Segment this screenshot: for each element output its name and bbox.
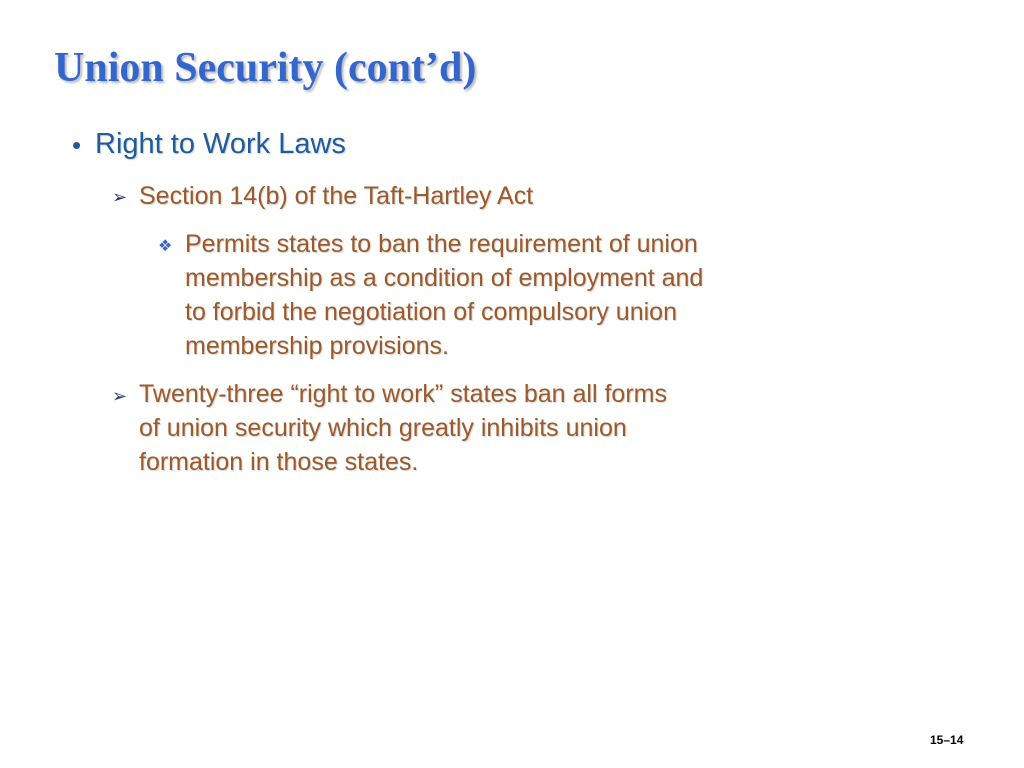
bullet-right-to-work-laws: Right to Work Laws [95, 128, 346, 160]
page-number: 15–14 [930, 733, 964, 747]
arrow-bullet-icon: ➢ [112, 187, 128, 207]
slide-title: Union Security (cont’d) [54, 45, 477, 91]
bullet-section-14b: Section 14(b) of the Taft-Hartley Act [139, 182, 534, 210]
bullet-twenty-three-line-3: formation in those states. [139, 448, 419, 476]
bullet-permits-line-4: membership provisions. [185, 332, 449, 360]
bullet-dot-icon: • [72, 130, 82, 160]
bullet-permits-line-3: to forbid the negotiation of compulsory union [185, 298, 677, 326]
bullet-twenty-three-line-2: of union security which greatly inhibits union [139, 414, 627, 442]
bullet-permits-line-2: membership as a condition of employment and [185, 264, 704, 292]
arrow-bullet-icon: ➢ [112, 386, 128, 406]
bullet-twenty-three-line-1: Twenty-three “right to work” states ban all forms [139, 380, 667, 408]
diamond-bullet-icon: ❖ [158, 238, 173, 255]
bullet-permits-line-1: Permits states to ban the requirement of union [185, 230, 698, 258]
